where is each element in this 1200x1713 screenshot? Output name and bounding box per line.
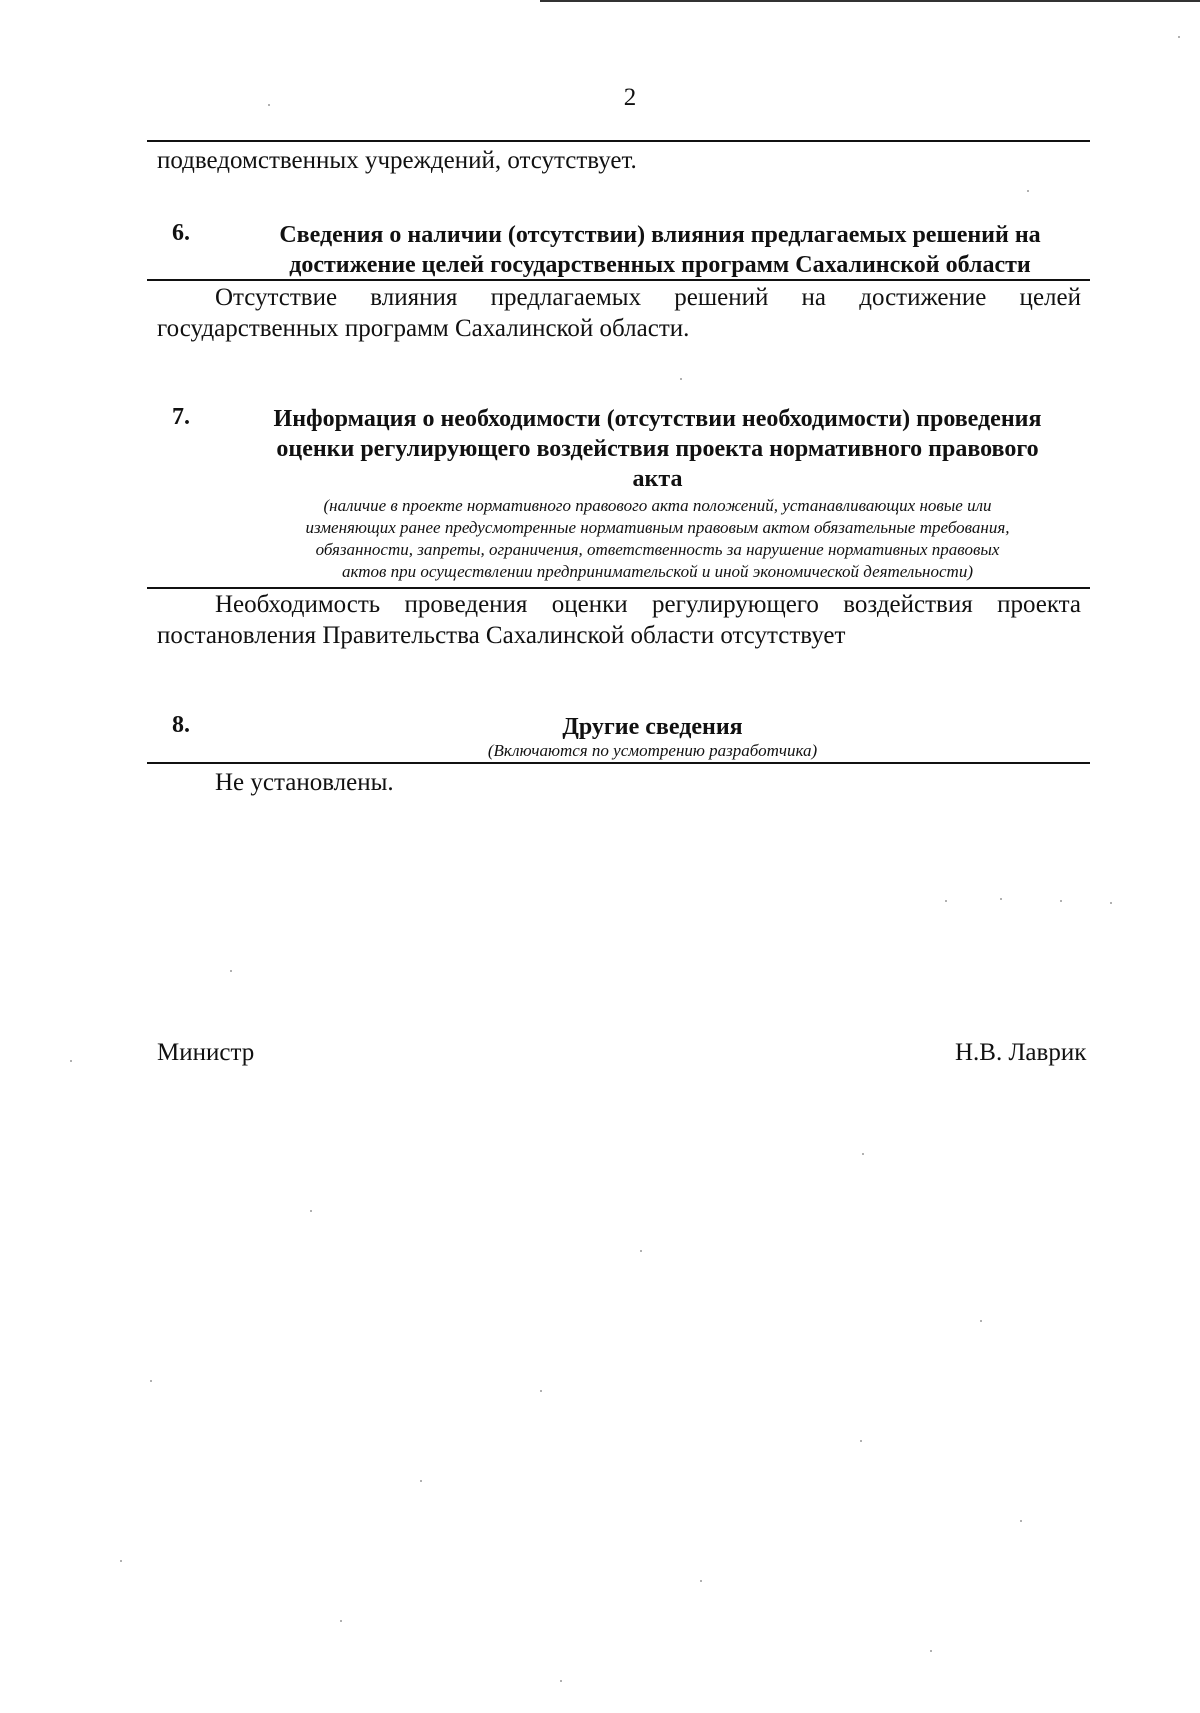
- section-7-note-line-2: изменяющих ранее предусмотренные нормативным правовым актом обязательные требования,: [305, 518, 1010, 537]
- section-7-heading-line-2: оценки регулирующего воздействия проекта нормативного правового: [276, 436, 1039, 462]
- section-8-body-line-1: Не установлены.: [215, 769, 394, 796]
- section-8-number: 8.: [172, 712, 190, 738]
- section-7-note-line-4: актов при осуществлении предпринимательской и иной экономической деятельности): [342, 562, 973, 581]
- section-7-note-line-3: обязанности, запреты, ограничения, ответственность за нарушение нормативных правовых: [315, 540, 1000, 559]
- intro-text: подведомственных учреждений, отсутствует.: [157, 147, 637, 174]
- signature-name: Н.В. Лаврик: [955, 1039, 1087, 1066]
- section-6-body-line-2: государственных программ Сахалинской области.: [157, 315, 690, 342]
- section-7-heading-line-3: акта: [632, 466, 683, 492]
- section-6-heading-line-2: достижение целей государственных программ Сахалинской области: [289, 252, 1031, 278]
- section-7-number: 7.: [172, 404, 190, 430]
- section-7-heading: [225, 404, 1090, 494]
- section-6-number: 6.: [172, 220, 190, 246]
- section-7-note-line-1: (наличие в проекте нормативного правового акта положений, устанавливающих новые или: [323, 496, 992, 515]
- signature-position: Министр: [157, 1039, 255, 1066]
- scan-top-edge: [540, 0, 1200, 2]
- section-8-heading: Другие сведения: [562, 714, 743, 740]
- page-number: 2: [623, 84, 637, 111]
- header-rule: [147, 140, 1090, 142]
- section-8-note: (Включаются по усмотрению разработчика): [487, 741, 818, 760]
- section-6-rule: [147, 279, 1090, 281]
- section-6-heading: [230, 220, 1090, 280]
- section-6-body-line-1: Отсутствие влияния предлагаемых решений на достижение целей: [215, 284, 1081, 311]
- section-7-body-line-1: Необходимость проведения оценки регулирующего воздействия проекта: [215, 591, 1081, 618]
- section-8-rule: [147, 762, 1090, 764]
- section-6-heading-line-1: Сведения о наличии (отсутствии) влияния предлагаемых решений на: [279, 222, 1041, 248]
- section-7-body-line-2: постановления Правительства Сахалинской области отсутствует: [157, 622, 846, 649]
- section-7-note: [225, 495, 1090, 583]
- section-7-heading-line-1: Информация о необходимости (отсутствии необходимости) проведения: [273, 406, 1042, 432]
